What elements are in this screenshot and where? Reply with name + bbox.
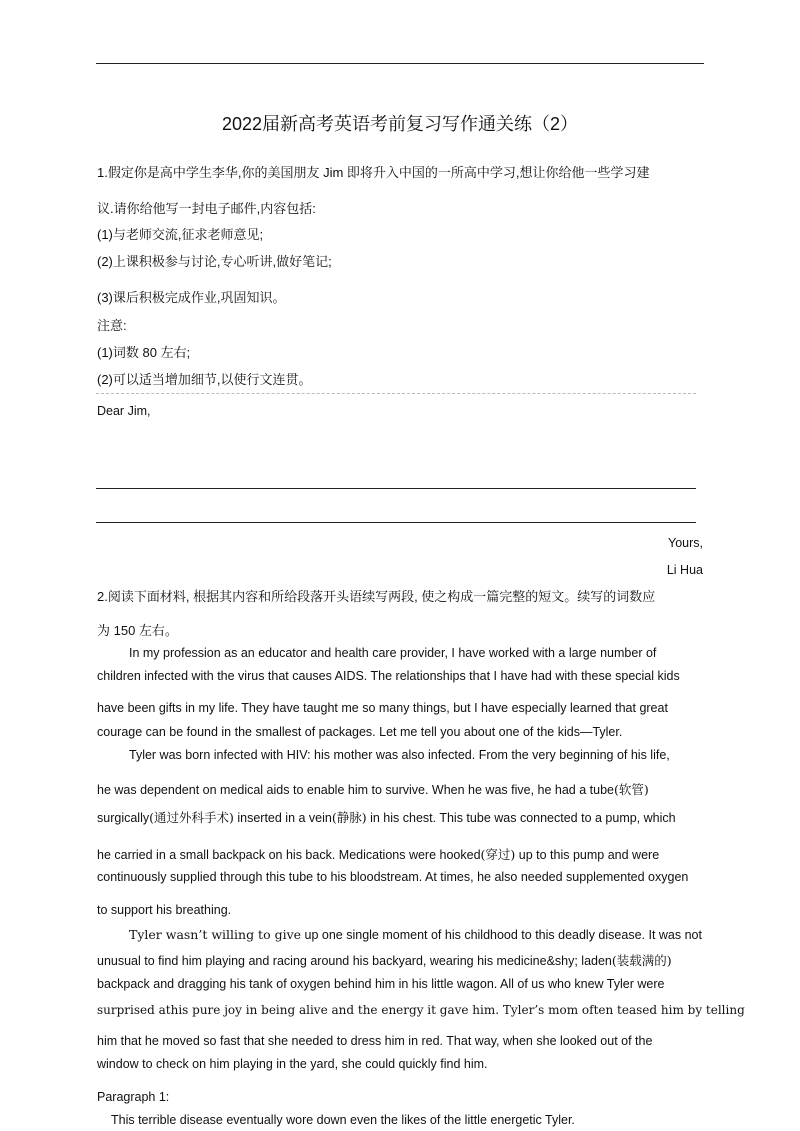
section-divider: [96, 393, 696, 394]
passage-p2-line-6: to support his breathing.: [97, 903, 232, 917]
passage-p3-line-6: window to check on him playing in the yard, she could quickly find him.: [97, 1057, 488, 1071]
passage-p3-line-1: [129, 927, 702, 942]
q1-line-7: (1)词数 80 左右;: [97, 345, 191, 360]
passage-p1-line-1: In my profession as an educator and health care provider, I have worked with a large number of: [129, 646, 657, 660]
passage-p2-line-1: Tyler was born infected with HIV: his mother was also infected. From the very beginning of his life,: [129, 748, 670, 762]
p2-l3-gloss-1: (通过外科手术): [149, 810, 234, 825]
p3-l2-a: unusual to find him playing and racing around his backyard, wearing his medicine&shy; laden: [97, 954, 612, 968]
passage-p3-line-2: [97, 951, 672, 969]
salutation: Dear Jim,: [97, 404, 151, 418]
answer-line-2: [96, 522, 696, 523]
passage-p2-line-5: continuously supplied through this tube to his bloodstream. At times, he also needed supplemented oxygen: [97, 870, 689, 884]
q1-line-3: (1)与老师交流,征求老师意见;: [97, 227, 264, 242]
passage-p3-line-3: backpack and dragging his tank of oxygen behind him in his little wagon. All of us who knew Tyler were: [97, 977, 665, 991]
passage-p2-line-3: [97, 808, 676, 826]
signature: Li Hua: [666, 563, 703, 577]
q1-line-4: (2)上课积极参与讨论,专心听讲,做好笔记;: [97, 254, 332, 269]
passage-p1-line-2: children infected with the virus that causes AIDS. The relationships that I have had with these special kids: [97, 669, 680, 683]
q1-line-8: (2)可以适当增加细节,以使行文连贯。: [97, 372, 312, 387]
p2-l3-c: inserted in a vein: [233, 811, 332, 825]
answer-line-1: [96, 488, 696, 489]
paragraph-label: Paragraph 1:: [97, 1090, 170, 1104]
passage-p2-line-2: [97, 780, 649, 798]
p3-l1-a: Tyler wasn’t willing to give: [129, 927, 302, 942]
passage-p2-line-4: [97, 845, 659, 863]
p2-l3-e: in his chest. This tube was connected to a pump, which: [366, 811, 676, 825]
q1-line-1: 1.假定你是高中学生李华,你的美国朋友 Jim 即将升入中国的一所高中学习,想让你给他一些学习建: [97, 165, 650, 180]
q2-instruction-1: 2.阅读下面材料, 根据其内容和所给段落开头语续写两段, 使之构成一篇完整的短文。续写的词数应: [97, 589, 656, 604]
page-title: 2022届新高考英语考前复习写作通关练（2）: [221, 114, 579, 134]
p2-l2-text: he was dependent on medical aids to enable him to survive. When he was five, he had a tube: [97, 783, 614, 797]
passage-p3-line-4: surprised athis pure joy in being alive and the energy it gave him. Tyler’s mom often teased him by telling: [97, 1003, 745, 1017]
p2-l4-c: up to this pump and were: [515, 848, 660, 862]
p3-l2-gloss: (装载满的): [611, 953, 672, 968]
q2-instruction-2: 为 150 左右。: [97, 623, 178, 638]
p3-l1-b: up one single moment of his childhood to this deadly disease. It was not: [301, 928, 702, 942]
p2-l3-a: surgically: [97, 811, 150, 825]
q1-line-5: (3)课后积极完成作业,巩固知识。: [97, 290, 286, 305]
paragraph-start: This terrible disease eventually wore down even the likes of the little energetic Tyler.: [111, 1113, 575, 1127]
q1-line-2: 议.请你给他写一封电子邮件,内容包括:: [97, 201, 316, 216]
p2-l4-gloss: (穿过): [480, 847, 516, 862]
p2-l2-gloss: (软管): [614, 782, 649, 797]
passage-p1-line-3: have been gifts in my life. They have taught me so many things, but I have especially learned that great: [97, 701, 668, 715]
closing: Yours,: [668, 536, 703, 550]
passage-p3-line-5: him that he moved so fast that she needed to dress him in red. That way, when she looked out of the: [97, 1034, 653, 1048]
header-rule: [96, 63, 704, 64]
passage-p1-line-4: courage can be found in the smallest of packages. Let me tell you about one of the kids—Tyler.: [97, 725, 623, 739]
p2-l3-gloss-2: (静脉): [331, 810, 367, 825]
q1-line-6: 注意:: [97, 318, 127, 333]
p2-l4-a: he carried in a small backpack on his back. Medications were hooked: [97, 848, 481, 862]
